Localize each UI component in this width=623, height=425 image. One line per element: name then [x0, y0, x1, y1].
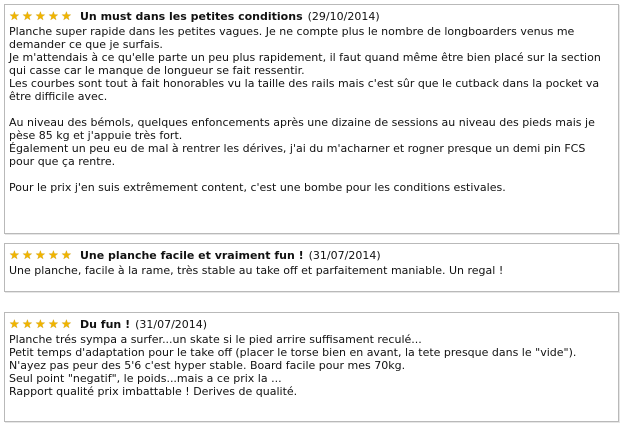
review-text-line: pèse 85 kg et j'appuie très fort.: [9, 129, 183, 142]
review-title: Du fun !: [80, 317, 131, 331]
paragraph-gap: [9, 103, 612, 116]
paragraph-gap: [9, 168, 612, 181]
review-header: [9, 247, 612, 263]
star-icon: ★: [22, 9, 33, 23]
star-icon: ★: [35, 248, 46, 262]
star-icon: ★: [48, 9, 59, 23]
review-text-line: Pour le prix j'en suis extrêmement content, c'est une bombe pour les conditions estivales.: [9, 181, 506, 194]
star-icon: ★: [22, 248, 33, 262]
review-header: [9, 8, 612, 24]
review-card: [4, 312, 619, 422]
star-icon: ★: [35, 317, 46, 331]
star-icon: ★: [9, 248, 20, 262]
review-date: (31/07/2014): [308, 248, 381, 262]
review-card: [4, 4, 619, 234]
review-title: Une planche facile et vraiment fun !: [80, 248, 304, 262]
review-text-line: demander ce que je surfais.: [9, 38, 163, 51]
review-text-line: Également un peu eu de mal à rentrer les dérives, j'ai du m'acharner et rogner presque un demi pin FCS: [9, 142, 586, 155]
star-icon: ★: [48, 248, 59, 262]
star-rating: [9, 318, 74, 330]
review-text-line: Planche trés sympa a surfer...un skate si le pied arrire suffisament reculé...: [9, 333, 422, 346]
review-text-line: Planche super rapide dans les petites vagues. Je ne compte plus le nombre de longboarders venus me: [9, 25, 575, 38]
review-text-line: Les courbes sont tout à fait honorables vu la taille des rails mais c'est sûr que le cutback dans la pocket va: [9, 77, 600, 90]
review-text-line: N'ayez pas peur des 5'6 c'est hyper stable. Board facile pour mes 70kg.: [9, 359, 406, 372]
review-text-line: Seul point "negatif", le poids...mais a ce prix la ...: [9, 372, 282, 385]
review-body: [9, 333, 612, 398]
review-date: (31/07/2014): [135, 317, 208, 331]
review-card: [4, 243, 619, 292]
review-date: (29/10/2014): [307, 9, 380, 23]
review-title: Un must dans les petites conditions: [80, 9, 303, 23]
star-icon: ★: [48, 317, 59, 331]
star-icon: ★: [35, 9, 46, 23]
review-text-line: Rapport qualité prix imbattable ! Derives de qualité.: [9, 385, 298, 398]
star-rating: [9, 10, 74, 22]
review-body: [9, 25, 612, 194]
review-text-line: Au niveau des bémols, quelques enfoncements après une dizaine de sessions au niveau des pieds mais je: [9, 116, 595, 129]
review-text-line: pour que ça rentre.: [9, 155, 116, 168]
star-icon: ★: [9, 9, 20, 23]
star-icon: ★: [61, 317, 72, 331]
star-rating: [9, 249, 74, 261]
review-text-line: Une planche, facile à la rame, très stable au take off et parfaitement maniable. Un regal !: [9, 264, 504, 277]
review-body: [9, 264, 612, 277]
review-header: [9, 316, 612, 332]
star-icon: ★: [61, 9, 72, 23]
review-text-line: Petit temps d'adaptation pour le take off (placer le torse bien en avant, la tete presque dans le "vide").: [9, 346, 577, 359]
star-icon: ★: [22, 317, 33, 331]
star-icon: ★: [9, 317, 20, 331]
star-icon: ★: [61, 248, 72, 262]
review-text-line: qui casse car le manque de longueur se fait ressentir.: [9, 64, 305, 77]
review-text-line: Je m'attendais à ce qu'elle parte un peu plus rapidement, il faut quand même être bien placé sur la section: [9, 51, 601, 64]
review-text-line: être difficile avec.: [9, 90, 108, 103]
